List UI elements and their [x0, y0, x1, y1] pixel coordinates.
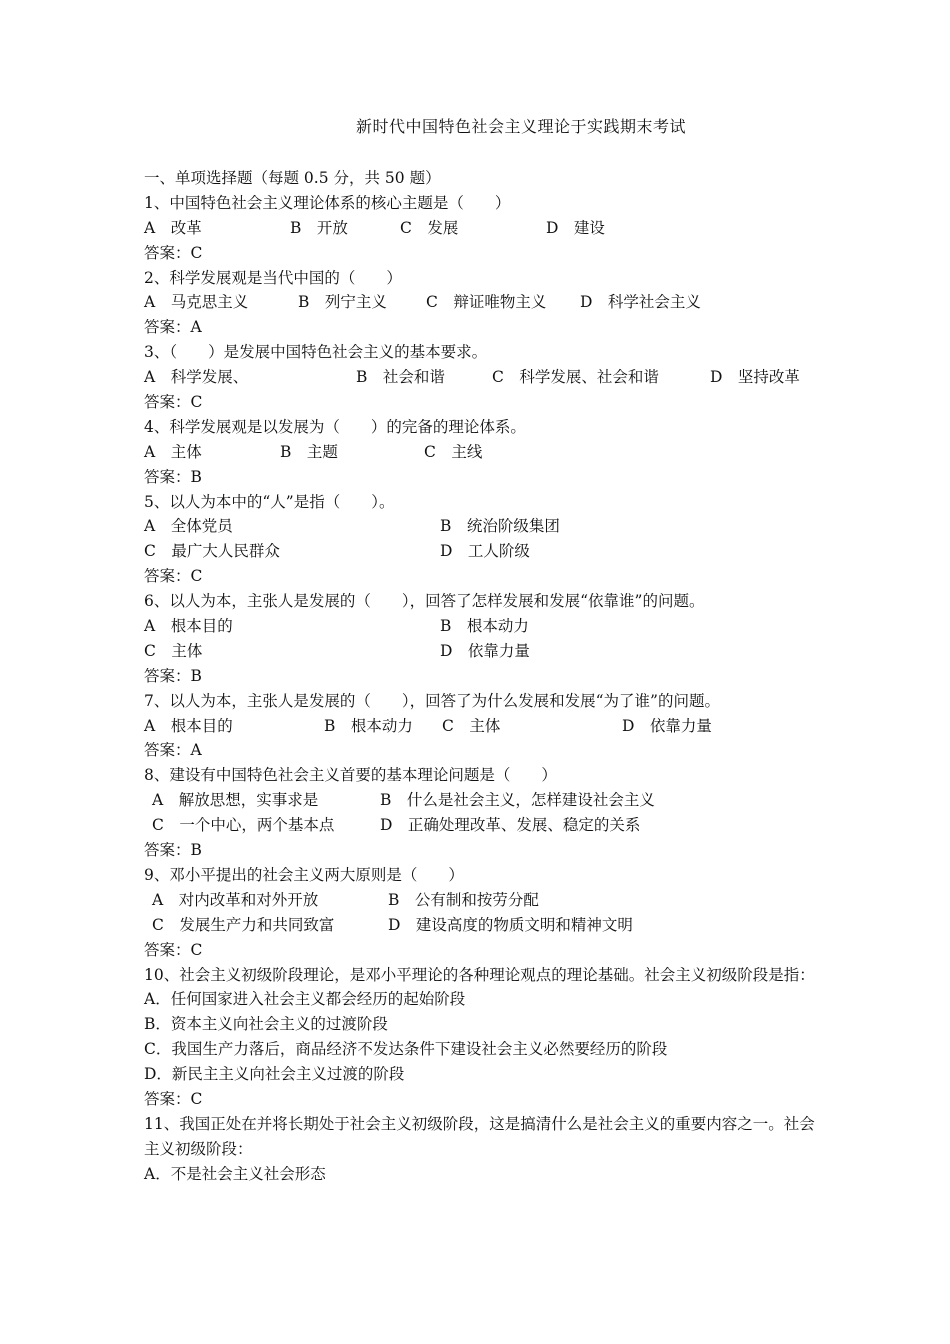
question-8: 8、建设有中国特色社会主义首要的基本理论问题是（ ） — [144, 766, 557, 785]
option-c: C 最广大人民群众 — [144, 542, 280, 561]
question-3-options — [144, 365, 824, 390]
question-6-options-cd — [144, 639, 824, 664]
option-b: B 根本动力 — [324, 716, 413, 735]
option-a: A 根本目的 — [144, 716, 233, 735]
answer-5: 答案：C — [144, 567, 203, 586]
question-10: 10、社会主义初级阶段理论，是邓小平理论的各种理论观点的理论基础。社会主义初级阶段是指： — [144, 965, 815, 984]
question-4-options — [144, 440, 824, 465]
option-b: B 列宁主义 — [298, 293, 387, 312]
option-b: B 统治阶级集团 — [440, 517, 560, 536]
option-a: A 马克思主义 — [144, 293, 249, 312]
option-c: C 主体 — [144, 641, 203, 660]
question-7-options — [144, 714, 824, 739]
answer-7: 答案：A — [144, 741, 202, 760]
option-b: B 什么是社会主义，怎样建设社会主义 — [380, 791, 655, 810]
answer-8: 答案：B — [144, 841, 202, 860]
question-10-option-a: A．任何国家进入社会主义都会经历的起始阶段 — [144, 990, 466, 1009]
answer-2: 答案：A — [144, 318, 202, 337]
option-d: D 建设 — [546, 218, 605, 237]
question-9-options-ab — [144, 888, 824, 913]
question-11: 11、我国正处在并将长期处于社会主义初级阶段，这是搞清什么是社会主义的重要内容之一。社会主义初级阶段： — [144, 1114, 815, 1158]
option-d: D 坚持改革 — [710, 368, 800, 387]
answer-1: 答案：C — [144, 243, 203, 262]
question-2: 2、科学发展观是当代中国的（ ） — [144, 268, 402, 287]
option-d: D 依靠力量 — [440, 641, 530, 660]
option-d: D 工人阶级 — [440, 542, 530, 561]
question-8-options-cd — [144, 813, 824, 838]
question-5: 5、以人为本中的“人”是指（ ）。 — [144, 492, 395, 511]
answer-3: 答案：C — [144, 393, 203, 412]
option-c: C 主体 — [442, 716, 501, 735]
question-9-options-cd — [144, 913, 824, 938]
exam-content — [144, 166, 824, 1187]
option-b: B 根本动力 — [440, 617, 529, 636]
question-6: 6、以人为本，主张人是发展的（ ），回答了怎样发展和发展“依靠谁”的问题。 — [144, 592, 705, 611]
option-a: A 主体 — [144, 442, 202, 461]
option-a: A 根本目的 — [144, 617, 233, 636]
answer-10: 答案：C — [144, 1089, 203, 1108]
option-b: B 主题 — [280, 442, 338, 461]
option-c: C 发展生产力和共同致富 — [152, 915, 335, 934]
question-9: 9、邓小平提出的社会主义两大原则是（ ） — [144, 865, 464, 884]
option-a: A 对内改革和对外开放 — [152, 890, 319, 909]
answer-6: 答案：B — [144, 666, 202, 685]
option-d: D 正确处理改革、发展、稳定的关系 — [380, 816, 641, 835]
question-6-options-ab — [144, 614, 824, 639]
section-heading: 一、单项选择题（每题 0.5 分，共 50 题） — [144, 169, 441, 187]
question-4: 4、科学发展观是以发展为（ ）的完备的理论体系。 — [144, 417, 526, 436]
option-d: D 科学社会主义 — [580, 293, 701, 312]
document-title: 新时代中国特色社会主义理论于实践期末考试 — [356, 117, 687, 136]
option-c: C 辩证唯物主义 — [426, 293, 547, 312]
question-10-option-b: B．资本主义向社会主义的过渡阶段 — [144, 1015, 388, 1034]
option-c: C 发展 — [400, 218, 459, 237]
option-c: C 主线 — [424, 442, 483, 461]
option-c: C 一个中心，两个基本点 — [152, 816, 335, 835]
question-8-options-ab — [144, 788, 824, 813]
option-b: B 开放 — [290, 218, 348, 237]
question-11-option-a: A．不是社会主义社会形态 — [144, 1164, 326, 1183]
option-a: A 科学发展、 — [144, 368, 249, 387]
question-7: 7、以人为本，主张人是发展的（ ），回答了为什么发展和发展“为了谁”的问题。 — [144, 691, 720, 710]
option-a: A 解放思想，实事求是 — [152, 791, 319, 810]
option-b: B 公有制和按劳分配 — [388, 890, 539, 909]
question-5-options-cd — [144, 539, 824, 564]
answer-9: 答案：C — [144, 940, 203, 959]
question-10-option-c: C．我国生产力落后，商品经济不发达条件下建设社会主义必然要经历的阶段 — [144, 1040, 668, 1059]
option-d: D 建设高度的物质文明和精神文明 — [388, 915, 633, 934]
option-d: D 依靠力量 — [622, 716, 712, 735]
question-10-option-d: D．新民主主义向社会主义过渡的阶段 — [144, 1065, 405, 1084]
answer-4: 答案：B — [144, 467, 202, 486]
question-3: 3、（ ）是发展中国特色社会主义的基本要求。 — [144, 343, 488, 362]
option-a: A 全体党员 — [144, 517, 233, 536]
option-c: C 科学发展、社会和谐 — [492, 368, 659, 387]
question-5-options-ab — [144, 514, 824, 539]
question-1: 1、中国特色社会主义理论体系的核心主题是（ ） — [144, 193, 511, 212]
option-b: B 社会和谐 — [356, 368, 445, 387]
question-1-options — [144, 216, 824, 241]
option-a: A 改革 — [144, 218, 202, 237]
question-2-options — [144, 290, 824, 315]
